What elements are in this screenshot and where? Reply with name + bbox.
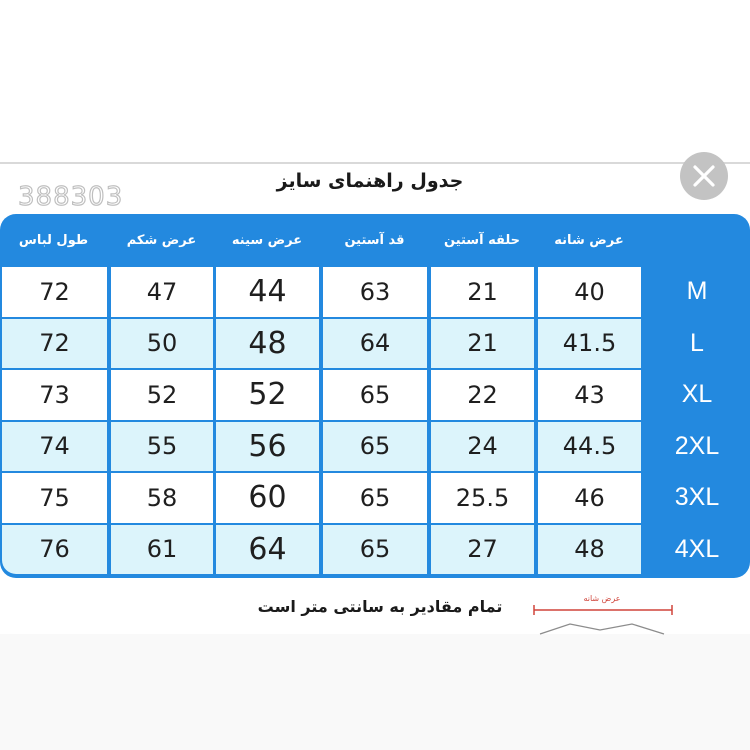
table-cell-value: 27 xyxy=(467,535,498,564)
table-cell xyxy=(2,267,107,317)
table-cell-value: 56 xyxy=(248,428,287,464)
table-cell-value: 64 xyxy=(248,531,287,567)
table-cell-value: 72 xyxy=(39,277,70,306)
table-cell-value: 65 xyxy=(359,380,391,409)
table-cell-value: 24 xyxy=(467,432,498,461)
size-label: 3XL xyxy=(674,483,720,512)
table-cell-value: 60 xyxy=(248,480,287,516)
table-cell xyxy=(111,370,213,420)
watermark-text: 388303 xyxy=(18,182,124,212)
table-cell xyxy=(323,473,427,523)
size-label: 4XL xyxy=(674,534,720,563)
table-cell xyxy=(111,319,213,369)
table-cell-value: 21 xyxy=(467,277,498,306)
table-cell xyxy=(2,473,107,523)
table-cell-value: 46 xyxy=(574,483,605,512)
table-cell xyxy=(216,370,319,420)
table-cell xyxy=(111,267,213,317)
table-cell-value: 43 xyxy=(574,380,605,409)
table-cell-value: 64 xyxy=(359,329,391,358)
table-cell xyxy=(431,473,534,523)
table-cell-value: 65 xyxy=(359,432,391,461)
table-cell xyxy=(111,525,213,575)
table-cell xyxy=(538,525,641,575)
table-cell xyxy=(538,267,641,317)
table-cell-value: 65 xyxy=(359,535,391,564)
size-label: XL xyxy=(681,380,713,409)
close-button[interactable] xyxy=(680,152,728,200)
table-cell xyxy=(216,267,319,317)
table-cell-value: 50 xyxy=(146,329,178,358)
table-cell-value: 21 xyxy=(467,329,498,358)
table-cell-value: 61 xyxy=(146,535,178,564)
page-title: جدول راهنمای سایز xyxy=(276,170,464,192)
table-cell xyxy=(2,422,107,472)
size-label: M xyxy=(686,277,708,306)
table-cell xyxy=(2,525,107,575)
table-cell-value: 47 xyxy=(146,277,178,306)
size-column-header xyxy=(644,214,750,266)
diagram-label: عرض شانه xyxy=(583,594,621,603)
table-cell xyxy=(323,319,427,369)
column-header: عرض شکم xyxy=(126,232,197,248)
close-icon xyxy=(691,163,717,189)
table-cell-value: 52 xyxy=(248,377,287,413)
column-header: قد آستین xyxy=(344,232,405,248)
size-guide-table xyxy=(0,214,750,578)
table-cell xyxy=(2,319,107,369)
shoulder-width-diagram xyxy=(530,594,680,638)
table-cell-value: 25.5 xyxy=(455,483,510,512)
table-cell-value: 75 xyxy=(39,483,70,512)
table-cell xyxy=(216,525,319,575)
table-cell-value: 22 xyxy=(467,380,498,409)
table-cell xyxy=(538,473,641,523)
size-label: L xyxy=(690,328,704,357)
table-cell xyxy=(323,525,427,575)
table-cell xyxy=(216,319,319,369)
table-cell-value: 48 xyxy=(574,535,605,564)
table-cell-value: 52 xyxy=(146,380,178,409)
table-cell-value: 44 xyxy=(248,274,287,310)
table-cell-value: 72 xyxy=(39,329,70,358)
table-cell xyxy=(538,370,641,420)
column-header: عرض شانه xyxy=(554,232,624,248)
column-header: عرض سینه xyxy=(231,232,303,248)
table-cell-value: 40 xyxy=(574,277,605,306)
column-header: طول لباس xyxy=(18,232,89,248)
table-cell-value: 48 xyxy=(248,325,287,361)
table-cell-value: 63 xyxy=(359,277,391,306)
table-cell-value: 44.5 xyxy=(562,432,617,461)
table-cell xyxy=(323,267,427,317)
table-cell-value: 55 xyxy=(146,432,178,461)
table-cell xyxy=(2,370,107,420)
table-cell xyxy=(538,319,641,369)
table-cell xyxy=(538,422,641,472)
table-cell xyxy=(431,422,534,472)
table-cell xyxy=(431,525,534,575)
table-cell xyxy=(216,473,319,523)
table-cell-value: 74 xyxy=(39,432,70,461)
table-cell xyxy=(431,319,534,369)
table-cell-value: 65 xyxy=(359,483,391,512)
table-cell-value: 73 xyxy=(39,380,70,409)
table-cell xyxy=(431,267,534,317)
column-header: حلقه آستین xyxy=(444,232,520,248)
units-note: تمام مقادیر به سانتی متر است xyxy=(257,597,503,616)
table-cell-value: 76 xyxy=(39,535,70,564)
table-cell xyxy=(323,422,427,472)
table-cell xyxy=(111,422,213,472)
table-cell-value: 41.5 xyxy=(562,329,617,358)
table-cell xyxy=(431,370,534,420)
top-blank-area xyxy=(0,0,750,162)
table-cell xyxy=(111,473,213,523)
table-cell-value: 58 xyxy=(146,483,178,512)
size-label: 2XL xyxy=(674,431,720,460)
table-cell xyxy=(216,422,319,472)
table-cell xyxy=(323,370,427,420)
bottom-blank-area xyxy=(0,634,750,750)
